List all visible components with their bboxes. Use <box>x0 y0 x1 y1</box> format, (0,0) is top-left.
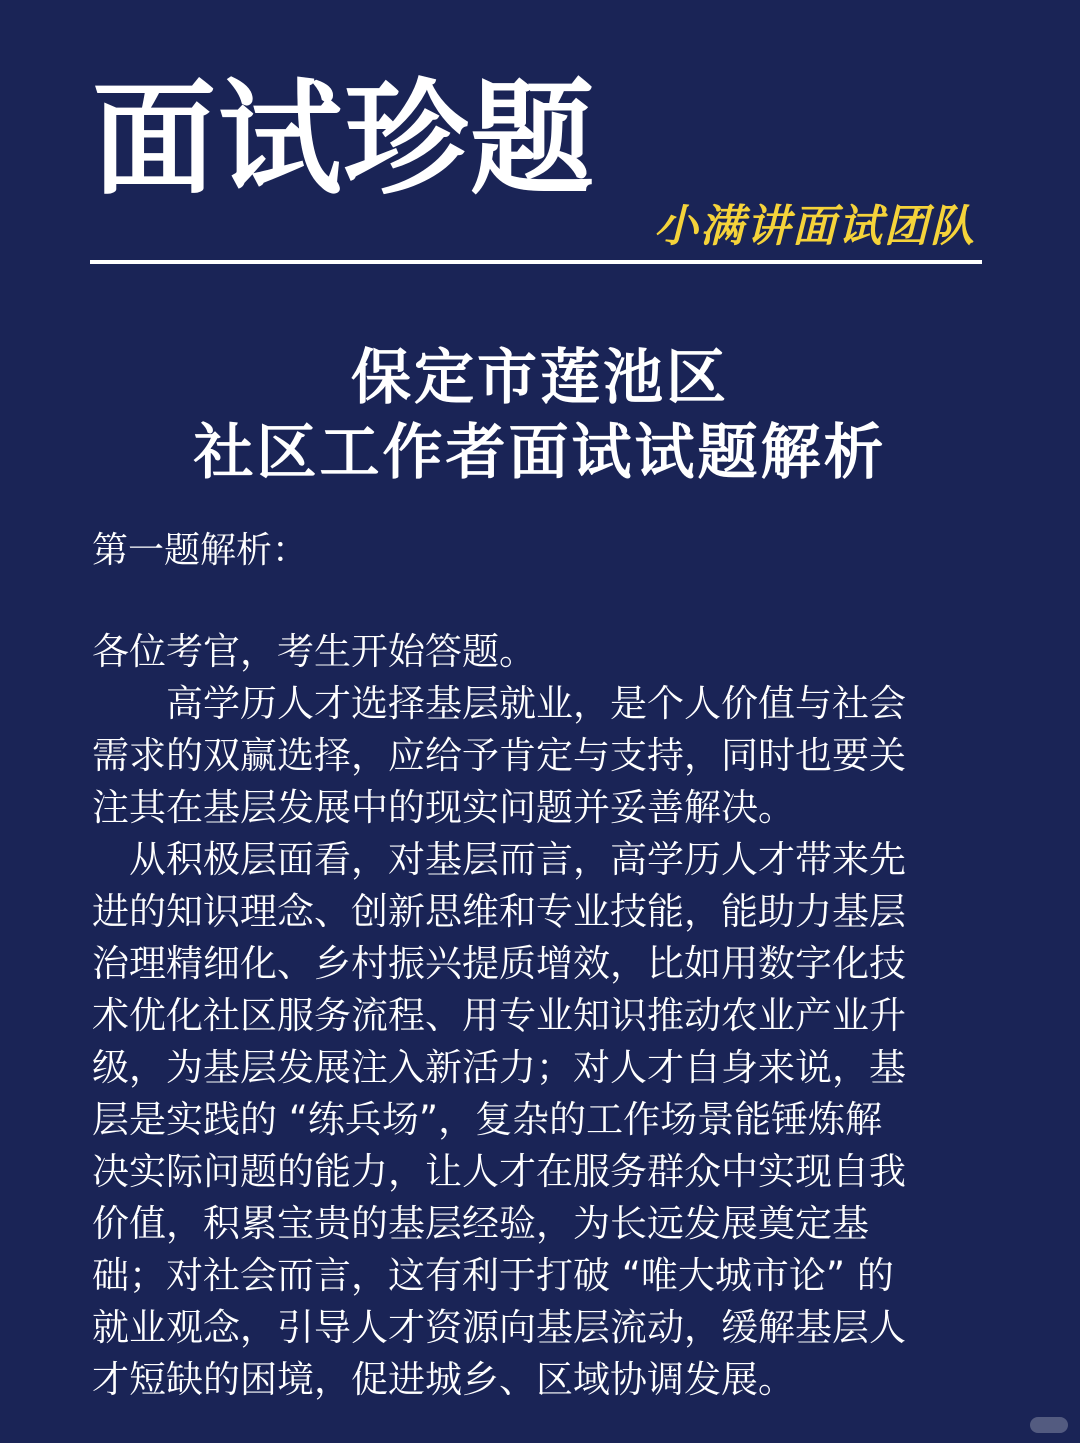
body-line: 治理精细化、乡村振兴提质增效，比如用数字化技 <box>92 942 906 985</box>
answer-body <box>92 626 1022 1406</box>
subtitle-line-1: 保定市莲池区 <box>351 343 729 413</box>
body-line: 需求的双赢选择，应给予肯定与支持，同时也要关 <box>92 734 906 777</box>
body-line: 决实际问题的能力，让人才在服务群众中实现自我 <box>92 1150 906 1193</box>
section-label: 第一题解析： <box>92 530 309 571</box>
team-tag: 小满讲面试团队 <box>654 201 976 252</box>
title-divider <box>90 260 982 264</box>
body-line: 才短缺的困境，促进城乡、区域协调发展。 <box>92 1358 795 1401</box>
page-title: 面试珍题 <box>92 68 597 212</box>
watermark-logo <box>1030 1417 1068 1433</box>
body-line: 高学历人才选择基层就业，是个人价值与社会 <box>92 682 906 725</box>
body-line: 注其在基层发展中的现实问题并妥善解决。 <box>92 786 795 829</box>
body-line: 进的知识理念、创新思维和专业技能，能助力基层 <box>92 890 906 933</box>
body-line: 价值，积累宝贵的基层经验，为长远发展奠定基 <box>92 1202 869 1245</box>
body-line: 层是实践的 “练兵场”，复杂的工作场景能锤炼解 <box>92 1098 883 1141</box>
subtitle-line-2: 社区工作者面试试题解析 <box>193 418 887 488</box>
body-line: 础；对社会而言，这有利于打破 “唯大城市论” 的 <box>92 1254 894 1297</box>
body-line: 就业观念，引导人才资源向基层流动，缓解基层人 <box>92 1306 906 1349</box>
body-line: 术优化社区服务流程、用专业知识推动农业产业升 <box>92 994 906 1037</box>
body-line: 各位考官，考生开始答题。 <box>92 630 536 673</box>
body-line: 级，为基层发展注入新活力；对人才自身来说，基 <box>92 1046 906 1089</box>
body-line: 从积极层面看，对基层而言，高学历人才带来先 <box>92 838 906 881</box>
